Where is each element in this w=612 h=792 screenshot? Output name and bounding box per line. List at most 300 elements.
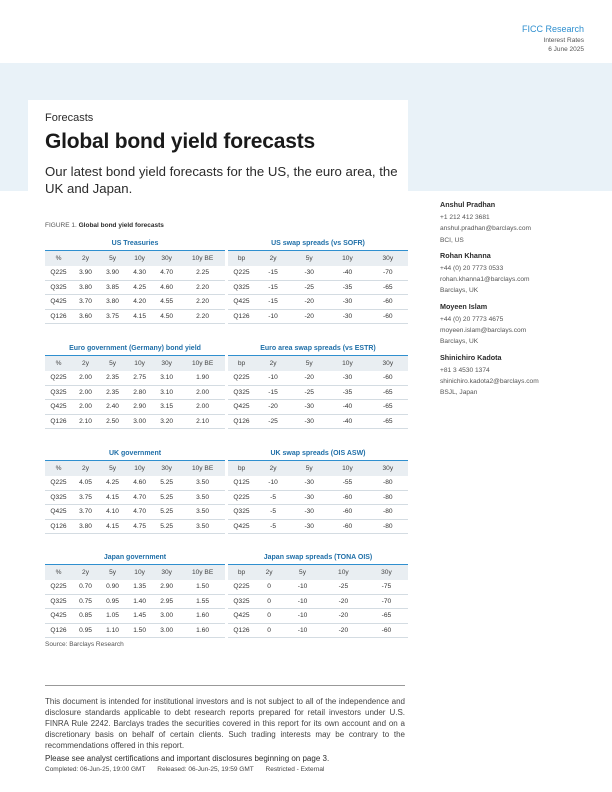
table-cell: 0.70	[72, 580, 99, 595]
table-cell: -30	[327, 309, 367, 324]
table-cell: -60	[327, 519, 367, 534]
table-cell: -20	[322, 623, 365, 638]
table-cell: 4.60	[126, 476, 153, 491]
table-cell: -20	[322, 609, 365, 624]
table-cell: 5.25	[153, 476, 180, 491]
page-title: Global bond yield forecasts	[45, 130, 315, 153]
source-note: Source: Barclays Research	[45, 641, 124, 648]
column-header: 30y	[368, 461, 408, 476]
figure-caption: Global bond yield forecasts	[78, 222, 164, 229]
column-header: 2y	[72, 251, 99, 266]
table-cell: 0.75	[72, 594, 99, 609]
figure-label	[45, 222, 164, 229]
table-cell: 4.15	[99, 490, 126, 505]
row-label: Q225	[45, 371, 72, 386]
released-time: Released: 06-Jun-25, 19:59 GMT	[157, 766, 254, 773]
table-cell: -10	[255, 476, 291, 491]
table-cell: 4.15	[126, 309, 153, 324]
table-row	[45, 580, 225, 595]
table-cell: -20	[322, 594, 365, 609]
row-label: Q225	[45, 476, 72, 491]
row-label: Q126	[45, 414, 72, 429]
table-header-row	[228, 461, 408, 476]
brand-label: FICC Research	[521, 24, 584, 34]
table-cell: 0	[255, 580, 283, 595]
table-cell: -15	[255, 295, 291, 310]
column-header: 10y	[327, 356, 367, 371]
table-cell: 3.50	[180, 519, 225, 534]
table-cell: 1.45	[126, 609, 153, 624]
table-cell: -15	[255, 266, 291, 281]
row-label: Q225	[228, 266, 255, 281]
table-cell: 2.50	[99, 414, 126, 429]
kicker: Forecasts	[45, 112, 94, 124]
table-row	[45, 490, 225, 505]
table-cell: 2.00	[72, 400, 99, 415]
column-header: 5y	[99, 565, 126, 580]
table-cell: 0.90	[99, 580, 126, 595]
table-cell: -5	[255, 519, 291, 534]
table-title: US swap spreads (vs SOFR)	[228, 236, 408, 251]
row-label: Q425	[45, 505, 72, 520]
forecast-table	[228, 446, 408, 534]
table-cell: 3.10	[153, 371, 180, 386]
table-title: US Treasuries	[45, 236, 225, 251]
row-label: Q325	[45, 385, 72, 400]
column-header: bp	[228, 251, 255, 266]
row-label: Q425	[228, 400, 255, 415]
table-cell: -65	[368, 400, 408, 415]
row-label: Q126	[45, 519, 72, 534]
table-row	[228, 609, 408, 624]
table-row	[228, 623, 408, 638]
divider	[45, 685, 405, 686]
table-cell: -80	[368, 490, 408, 505]
table-cell: 2.35	[99, 371, 126, 386]
column-header: %	[45, 565, 72, 580]
table-cell: 3.90	[99, 266, 126, 281]
table-cell: -5	[255, 490, 291, 505]
table-cell: 3.00	[126, 414, 153, 429]
column-header: 10y	[327, 461, 367, 476]
analyst-list	[440, 200, 600, 404]
figure-number: FIGURE 1.	[45, 222, 77, 229]
table-cell: -10	[255, 309, 291, 324]
column-header: 2y	[255, 565, 283, 580]
column-header: bp	[228, 461, 255, 476]
forecast-table	[45, 341, 225, 429]
table-cell: -80	[368, 505, 408, 520]
column-header: %	[45, 461, 72, 476]
table-cell: -15	[255, 385, 291, 400]
table-row	[45, 505, 225, 520]
column-header: 5y	[291, 251, 327, 266]
table-cell: -40	[327, 400, 367, 415]
column-header: 30y	[368, 356, 408, 371]
page-subtitle: Our latest bond yield forecasts for the US, the euro area, the UK and Japan.	[45, 164, 398, 196]
table-row	[228, 400, 408, 415]
table-header-row	[45, 565, 225, 580]
table-row	[45, 266, 225, 281]
classification: Restricted - External	[265, 766, 325, 773]
table-cell: 2.20	[180, 280, 225, 295]
row-label: Q225	[228, 490, 255, 505]
table-cell: 0.85	[72, 609, 99, 624]
analyst-email[interactable]: shinichiro.kadota2@barclays.com	[440, 377, 539, 385]
table-row	[45, 414, 225, 429]
table-row	[228, 414, 408, 429]
table-title: Japan government	[45, 550, 225, 565]
table-row	[228, 371, 408, 386]
column-header: 5y	[99, 356, 126, 371]
table-cell: -30	[327, 371, 367, 386]
table-cell: 1.60	[180, 623, 225, 638]
table-row	[228, 476, 408, 491]
table-cell: -40	[327, 414, 367, 429]
column-header: 30y	[153, 565, 180, 580]
table-cell: 3.50	[180, 476, 225, 491]
row-label: Q225	[228, 371, 255, 386]
column-header: 5y	[291, 461, 327, 476]
table-cell: 2.10	[72, 414, 99, 429]
column-header: 2y	[255, 251, 291, 266]
analyst-phone: +81 3 4530 1374	[440, 366, 490, 374]
table-header-row	[228, 565, 408, 580]
table-title: UK government	[45, 446, 225, 461]
analyst-card	[440, 251, 600, 297]
table-cell: 2.90	[126, 400, 153, 415]
table-cell: 4.70	[126, 490, 153, 505]
table-cell: 3.00	[153, 609, 180, 624]
table-title: Euro government (Germany) bond yield	[45, 341, 225, 356]
column-header: 30y	[153, 461, 180, 476]
row-label: Q126	[45, 623, 72, 638]
column-header: 5y	[283, 565, 322, 580]
table-row	[228, 490, 408, 505]
table-cell: 3.85	[99, 280, 126, 295]
table-cell: 1.35	[126, 580, 153, 595]
table-cell: 5.25	[153, 490, 180, 505]
table-cell: 4.75	[126, 519, 153, 534]
table-cell: 4.60	[153, 280, 180, 295]
column-header: 30y	[153, 251, 180, 266]
table-cell: 2.90	[153, 580, 180, 595]
table-cell: 3.80	[72, 280, 99, 295]
forecast-table	[45, 550, 225, 638]
column-header: 2y	[72, 356, 99, 371]
table-row	[45, 623, 225, 638]
column-header: 2y	[72, 461, 99, 476]
table-cell: 4.70	[153, 266, 180, 281]
table-cell: 2.75	[126, 371, 153, 386]
analyst-card	[440, 302, 600, 348]
table-cell: 1.05	[99, 609, 126, 624]
row-label: Q325	[228, 280, 255, 295]
row-label: Q126	[228, 309, 255, 324]
table-grid	[228, 251, 408, 324]
analyst-name: Rohan Khanna	[440, 250, 491, 260]
table-cell: -65	[365, 609, 408, 624]
row-label: Q225	[228, 580, 255, 595]
column-header: 10y	[126, 461, 153, 476]
table-cell: 2.00	[72, 371, 99, 386]
table-grid	[228, 356, 408, 429]
table-cell: -30	[291, 505, 327, 520]
table-cell: -25	[291, 280, 327, 295]
table-cell: 2.25	[180, 266, 225, 281]
row-label: Q425	[228, 519, 255, 534]
table-cell: -80	[368, 519, 408, 534]
analyst-email[interactable]: moyeen.islam@barclays.com	[440, 327, 527, 335]
table-cell: -55	[327, 476, 367, 491]
table-row	[228, 295, 408, 310]
row-label: Q325	[228, 385, 255, 400]
analyst-card	[440, 200, 600, 246]
table-cell: -60	[368, 295, 408, 310]
table-cell: 0	[255, 623, 283, 638]
table-cell: 3.70	[72, 295, 99, 310]
table-cell: -10	[283, 609, 322, 624]
table-cell: -40	[327, 266, 367, 281]
table-cell: 1.10	[99, 623, 126, 638]
report-header	[522, 24, 584, 54]
table-cell: -35	[327, 385, 367, 400]
table-cell: -35	[327, 280, 367, 295]
row-label: Q325	[228, 505, 255, 520]
column-header: 10y	[327, 251, 367, 266]
row-label: Q425	[45, 400, 72, 415]
forecast-table	[228, 236, 408, 324]
table-cell: -20	[291, 309, 327, 324]
table-cell: 0.95	[72, 623, 99, 638]
column-header: 30y	[153, 356, 180, 371]
row-label: Q225	[45, 580, 72, 595]
analyst-entity: BCI, US	[440, 236, 464, 244]
table-cell: -60	[327, 490, 367, 505]
table-cell: -70	[368, 266, 408, 281]
table-row	[228, 385, 408, 400]
table-cell: -30	[291, 266, 327, 281]
table-cell: 2.20	[180, 309, 225, 324]
table-header-row	[45, 356, 225, 371]
column-header: %	[45, 251, 72, 266]
table-cell: 3.20	[153, 414, 180, 429]
analyst-email[interactable]: rohan.khanna1@barclays.com	[440, 276, 530, 284]
table-cell: 0	[255, 594, 283, 609]
row-label: Q126	[228, 414, 255, 429]
table-cell: -10	[283, 594, 322, 609]
table-row	[228, 594, 408, 609]
table-row	[228, 280, 408, 295]
table-cell: -10	[283, 580, 322, 595]
table-cell: 3.50	[180, 490, 225, 505]
table-cell: 4.05	[72, 476, 99, 491]
table-cell: 3.75	[72, 490, 99, 505]
table-cell: 3.80	[99, 295, 126, 310]
disclosures-note: Please see analyst certifications and important disclosures beginning on page 3.	[45, 754, 330, 763]
table-cell: 3.90	[72, 266, 99, 281]
table-grid	[45, 565, 225, 638]
table-row	[45, 371, 225, 386]
table-header-row	[228, 356, 408, 371]
table-cell: 2.80	[126, 385, 153, 400]
table-cell: 3.80	[72, 519, 99, 534]
row-label: Q125	[228, 476, 255, 491]
table-cell: 4.15	[99, 519, 126, 534]
row-label: Q325	[45, 490, 72, 505]
row-label: Q325	[228, 594, 255, 609]
table-cell: 2.00	[72, 385, 99, 400]
column-header: bp	[228, 565, 255, 580]
row-label: Q225	[45, 266, 72, 281]
table-cell: -30	[291, 490, 327, 505]
column-header: 5y	[291, 356, 327, 371]
table-grid	[228, 565, 408, 638]
table-row	[228, 519, 408, 534]
column-header: %	[45, 356, 72, 371]
table-cell: 1.90	[180, 371, 225, 386]
row-label: Q425	[45, 295, 72, 310]
column-header: 10y	[126, 251, 153, 266]
table-row	[45, 280, 225, 295]
row-label: Q425	[228, 609, 255, 624]
column-header: 10y BE	[180, 356, 225, 371]
table-cell: -65	[368, 385, 408, 400]
forecast-table	[45, 446, 225, 534]
table-cell: 4.55	[153, 295, 180, 310]
table-cell: 4.70	[126, 505, 153, 520]
table-grid	[228, 461, 408, 534]
table-cell: 3.10	[153, 385, 180, 400]
column-header: 2y	[72, 565, 99, 580]
table-cell: -60	[368, 309, 408, 324]
column-header: 2y	[255, 356, 291, 371]
column-header: 2y	[255, 461, 291, 476]
column-header: 5y	[99, 461, 126, 476]
row-label: Q325	[45, 594, 72, 609]
table-cell: -25	[291, 385, 327, 400]
table-cell: -80	[368, 476, 408, 491]
table-cell: 3.70	[72, 505, 99, 520]
table-cell: -20	[255, 400, 291, 415]
table-grid	[45, 356, 225, 429]
table-row	[45, 400, 225, 415]
table-cell: 1.50	[126, 623, 153, 638]
column-header: 10y BE	[180, 565, 225, 580]
analyst-phone: +44 (0) 20 7773 0533	[440, 264, 504, 272]
table-row	[45, 519, 225, 534]
column-header: 30y	[368, 251, 408, 266]
row-label: Q126	[45, 309, 72, 324]
table-cell: 4.50	[153, 309, 180, 324]
table-cell: -25	[322, 580, 365, 595]
analyst-entity: BSJL, Japan	[440, 389, 478, 397]
table-cell: 5.25	[153, 505, 180, 520]
table-cell: -30	[327, 295, 367, 310]
table-cell: -70	[365, 594, 408, 609]
table-cell: 3.60	[72, 309, 99, 324]
table-cell: -60	[365, 623, 408, 638]
row-label: Q425	[45, 609, 72, 624]
table-cell: 4.30	[126, 266, 153, 281]
table-cell: 2.95	[153, 594, 180, 609]
footer-meta	[45, 766, 334, 773]
table-row	[45, 385, 225, 400]
row-label: Q425	[228, 295, 255, 310]
table-grid	[45, 461, 225, 534]
forecast-table	[228, 550, 408, 638]
report-date: 6 June 2025	[548, 46, 584, 53]
table-cell: -25	[255, 414, 291, 429]
column-header: 10y BE	[180, 461, 225, 476]
column-header: 10y	[126, 356, 153, 371]
table-cell: 1.40	[126, 594, 153, 609]
table-cell: -15	[255, 280, 291, 295]
table-header-row	[45, 461, 225, 476]
table-title: UK swap spreads (OIS ASW)	[228, 446, 408, 461]
table-header-row	[228, 251, 408, 266]
table-cell: 4.20	[126, 295, 153, 310]
completed-time: Completed: 06-Jun-25, 19:00 GMT	[45, 766, 146, 773]
analyst-entity: Barclays, UK	[440, 338, 479, 346]
table-cell: 3.00	[153, 623, 180, 638]
table-cell: 2.40	[99, 400, 126, 415]
table-row	[45, 295, 225, 310]
table-cell: 2.20	[180, 295, 225, 310]
column-header: 30y	[365, 565, 408, 580]
table-cell: 5.25	[153, 519, 180, 534]
table-cell: 1.55	[180, 594, 225, 609]
table-row	[228, 309, 408, 324]
table-row	[45, 476, 225, 491]
table-row	[228, 580, 408, 595]
table-cell: -60	[327, 505, 367, 520]
column-header: 10y	[126, 565, 153, 580]
table-cell: -5	[255, 505, 291, 520]
disclaimer: This document is intended for institutional investors and is not subject to all of the independence and disclosure standards applicable to debt research reports prepared for retail investors under U.S. FINRA Rule 2242. Barclays trades the securities covered in this report for its own account and on a discretionary basis on behalf of certain clients. Such trading interests may be contrary to the recommendations offered in this report.	[45, 697, 405, 750]
table-cell: -30	[291, 476, 327, 491]
table-cell: 1.60	[180, 609, 225, 624]
forecast-table	[45, 236, 225, 324]
section-label: Interest Rates	[543, 37, 584, 44]
table-cell: -65	[368, 414, 408, 429]
table-title: Japan swap spreads (TONA OIS)	[228, 550, 408, 565]
table-cell: -20	[291, 371, 327, 386]
analyst-name: Anshul Pradhan	[440, 200, 496, 209]
analyst-name: Shinichiro Kadota	[440, 352, 502, 362]
table-header-row	[45, 251, 225, 266]
analyst-phone: +1 212 412 3681	[440, 214, 490, 221]
table-cell: 4.10	[99, 505, 126, 520]
table-grid	[45, 251, 225, 324]
row-label: Q325	[45, 280, 72, 295]
table-cell: 0	[255, 609, 283, 624]
table-cell: 4.25	[99, 476, 126, 491]
table-cell: -75	[365, 580, 408, 595]
table-cell: 2.00	[180, 385, 225, 400]
analyst-entity: Barclays, UK	[440, 287, 479, 295]
table-title: Euro area swap spreads (vs ESTR)	[228, 341, 408, 356]
table-row	[45, 594, 225, 609]
analyst-phone: +44 (0) 20 7773 4675	[440, 315, 504, 323]
table-cell: 3.50	[180, 505, 225, 520]
analyst-email[interactable]: anshul.pradhan@barclays.com	[440, 225, 531, 233]
column-header: 10y	[322, 565, 365, 580]
table-cell: -60	[368, 371, 408, 386]
column-header: bp	[228, 356, 255, 371]
table-cell: -30	[291, 400, 327, 415]
table-row	[228, 505, 408, 520]
